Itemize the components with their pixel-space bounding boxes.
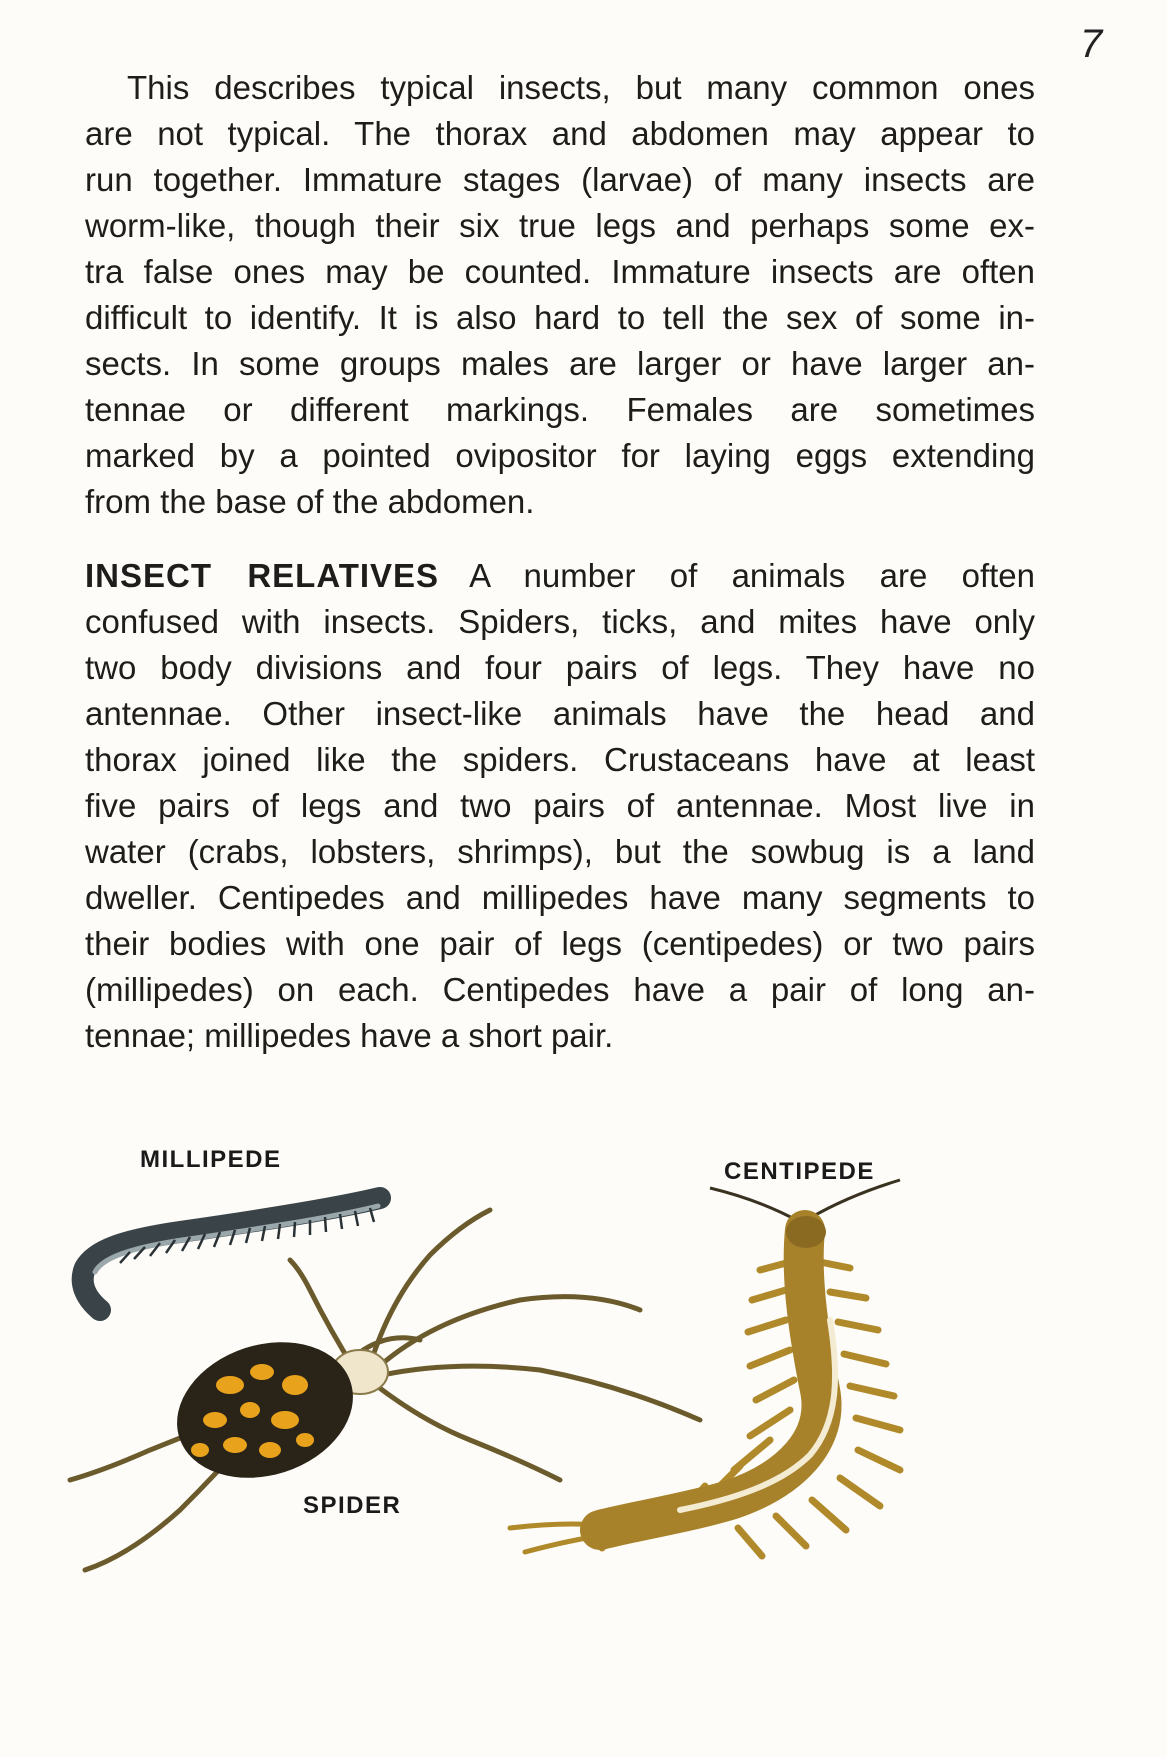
text-line: run together. Immature stages (larvae) of many insects are: [85, 161, 1035, 198]
centipede-label: CENTIPEDE: [724, 1158, 875, 1185]
centipede-figure: [510, 1180, 900, 1556]
text-line-start: A number of animals are often: [469, 557, 1035, 594]
text-line: thorax joined like the spiders. Crustaceans have at least: [85, 741, 1035, 778]
text-line: sects. In some groups males are larger or have larger an-: [85, 345, 1035, 382]
text-line: (millipedes) on each. Centipedes have a pair of long an-: [85, 971, 1035, 1008]
text-line: five pairs of legs and two pairs of antennae. Most live in: [85, 787, 1035, 824]
text-line: tennae; millipedes have a short pair.: [85, 1017, 614, 1054]
text-line: from the base of the abdomen.: [85, 483, 535, 520]
spider-label: SPIDER: [303, 1492, 402, 1519]
text-line: confused with insects. Spiders, ticks, and mites have only: [85, 603, 1035, 640]
page-number: 7: [1080, 22, 1103, 66]
text-line: are not typical. The thorax and abdomen may appear to: [85, 115, 1035, 152]
text-line: water (crabs, lobsters, shrimps), but the sowbug is a land: [85, 833, 1035, 870]
text-line: dweller. Centipedes and millipedes have many segments to: [85, 879, 1035, 916]
centipede-head: [786, 1216, 826, 1248]
body-paragraph-insect-relatives: [85, 553, 1035, 1059]
text-line: marked by a pointed ovipositor for laying eggs extending: [85, 437, 1035, 474]
text-line: two body divisions and four pairs of legs. They have no: [85, 649, 1035, 686]
section-heading: INSECT RELATIVES: [85, 557, 440, 594]
text-line: antennae. Other insect-like animals have the head and: [85, 695, 1035, 732]
text-line: This describes typical insects, but many common ones: [127, 69, 1035, 106]
arthropod-illustration: [0, 1120, 1167, 1600]
text-line: worm-like, though their six true legs and perhaps some ex-: [85, 207, 1035, 244]
text-line-with-heading: [85, 553, 1035, 599]
text-line: their bodies with one pair of legs (centipedes) or two pairs: [85, 925, 1035, 962]
text-line: difficult to identify. It is also hard to tell the sex of some in-: [85, 299, 1035, 336]
body-paragraph-insects: [85, 65, 1035, 525]
millipede-label: MILLIPEDE: [140, 1146, 282, 1173]
text-line: tra false ones may be counted. Immature insects are often: [85, 253, 1035, 290]
millipede-figure: [83, 1198, 380, 1310]
text-line: tennae or different markings. Females are sometimes: [85, 391, 1035, 428]
